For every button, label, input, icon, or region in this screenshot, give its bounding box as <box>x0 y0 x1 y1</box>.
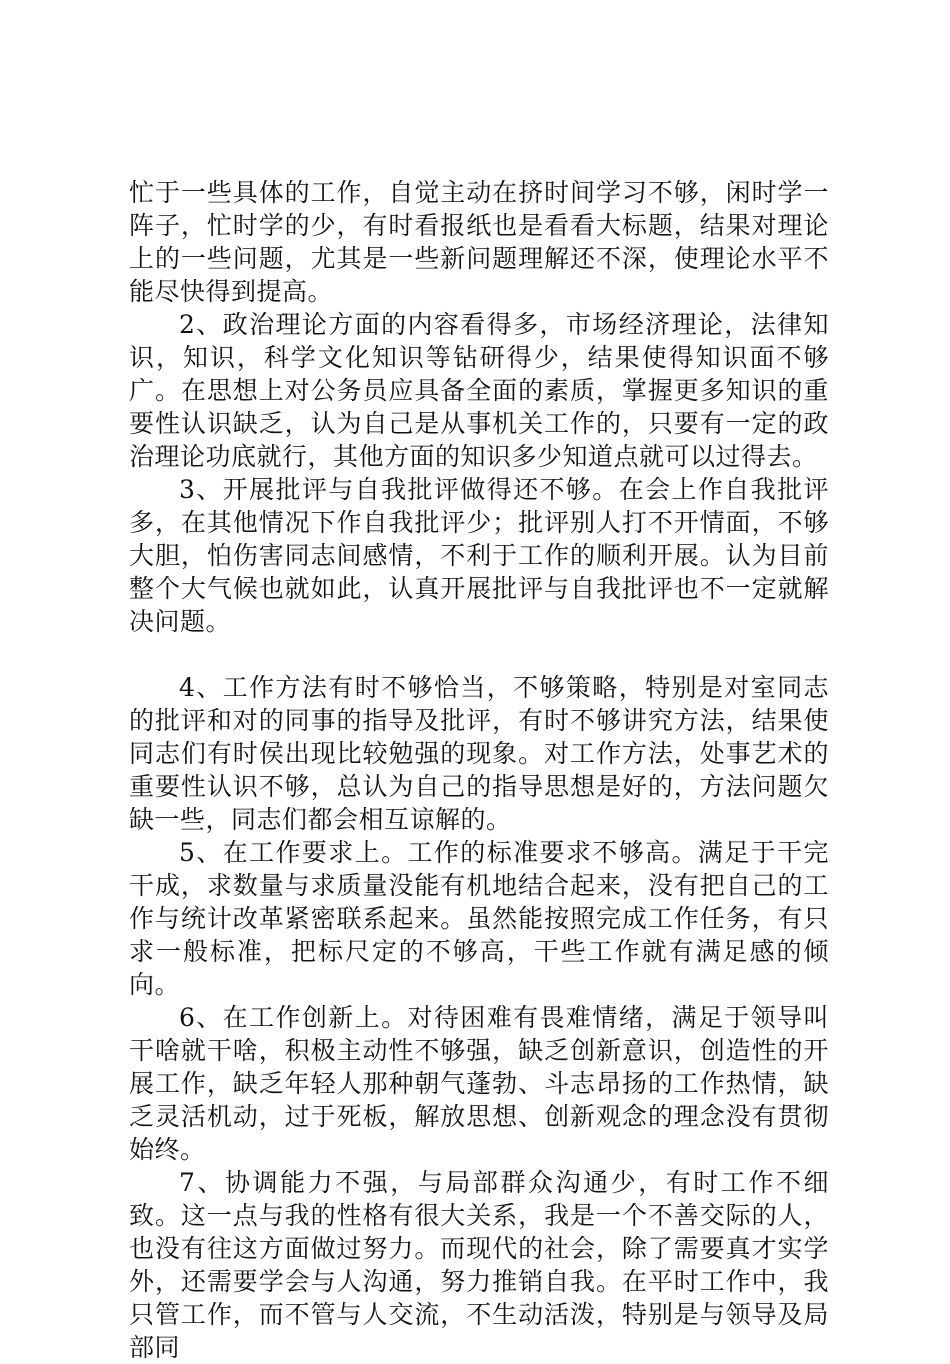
paragraph-continuation: 忙于一些具体的工作，自觉主动在挤时间学习不够，闲时学一阵子，忙时学的少，有时看报纸也是看看大标题，结果对理论上的一些问题，尤其是一些新问题理解还不深，使理论水平不能尽快得到提高。 <box>129 178 829 306</box>
paragraph-item-7: 7、协调能力不强，与局部群众沟通少，有时工作不细致。这一点与我的性格有很大关系，我是一个不善交际的人，也没有往这方面做过努力。而现代的社会，除了需要真才实学外，还需要学会与人沟通，努力推销自我。在平时工作中，我只管工作，而不管与人交流，不生动活泼，特别是与领导及局部同 <box>129 1168 829 1362</box>
paragraph-item-4: 4、工作方法有时不够恰当，不够策略，特别是对室同志的批评和对的同事的指导及批评，有时不够讲究方法，结果使同志们有时侯出现比较勉强的现象。对工作方法，处事艺术的重要性认识不够，总认为自己的指导思想是好的，方法问题欠缺一些，同志们都会相互谅解的。 <box>129 673 829 834</box>
document-body <box>129 176 829 1364</box>
paragraph-item-2: 2、政治理论方面的内容看得多，市场经济理论，法律知识，知识，科学文化知识等钻研得少，结果使得知识面不够广。在思想上对公务员应具备全面的素质，掌握更多知识的重要性认识缺乏，认为自己是从事机关工作的，只要有一定的政治理论功底就行，其他方面的知识多少知道点就可以过得去。 <box>129 310 829 471</box>
paragraph-item-3: 3、开展批评与自我批评做得还不够。在会上作自我批评多，在其他情况下作自我批评少；批评别人打不开情面，不够大胆，怕伤害同志间感情，不利于工作的顺利开展。认为目前整个大气候也就如此，认真开展批评与自我批评也不一定就解决问题。 <box>129 475 829 636</box>
paragraph-item-5: 5、在工作要求上。工作的标准要求不够高。满足于干完干成，求数量与求质量没能有机地结合起来，没有把自己的工作与统计改革紧密联系起来。虽然能按照完成工作任务，有只求一般标准，把标尺定的不够高，干些工作就有满足感的倾向。 <box>129 838 829 999</box>
paragraph-item-6: 6、在工作创新上。对待困难有畏难情绪，满足于领导叫干啥就干啥，积极主动性不够强，缺乏创新意识，创造性的开展工作，缺乏年轻人那种朝气蓬勃、斗志昂扬的工作热情，缺乏灵活机动，过于死板，解放思想、创新观念的理念没有贯彻始终。 <box>129 1003 829 1164</box>
